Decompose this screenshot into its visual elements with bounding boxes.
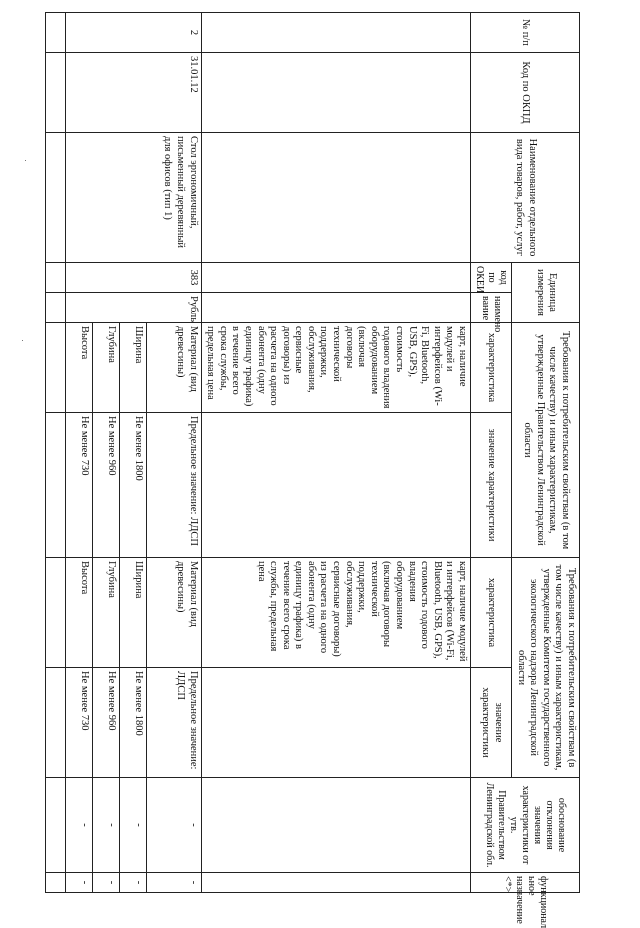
col-req-comm: Требования к потребительским свойствам (в том числе качеству) и иным характеристикам, утвержденные Комитетом государственного экологического надзора Ленинградской области (512, 558, 580, 778)
col-comm-val: значение характеристики (471, 668, 512, 778)
item-gov-char: Высота (65, 323, 92, 413)
row-num: 2 (65, 13, 201, 53)
item-just: - (92, 778, 119, 873)
requirements-table (45, 12, 580, 928)
item-gov-char: Глубина (92, 323, 119, 413)
item-comm-val: Предельное значение: ЛДСП (146, 668, 201, 778)
item-just: - (146, 778, 201, 873)
item-gov-val: Предельное значение: ЛДСП (146, 413, 201, 558)
item-gov-char: Материал (вид древесины) (146, 323, 201, 413)
item-gov-val: Не менее 730 (65, 413, 92, 558)
col-comm-char: характеристика (471, 558, 512, 668)
col-justification: обоснование отклонения значения характеристики от утв. Правительством Ленинградской обл. (471, 778, 580, 873)
item-gov-char: Ширина (119, 323, 146, 413)
item-purp: - (65, 873, 92, 893)
col-unit-name: наимено вание (471, 293, 512, 323)
item-purp: - (119, 873, 146, 893)
scan-speck (22, 340, 23, 341)
item-just: - (65, 778, 92, 873)
col-req-gov: Требования к потребительским свойствам (в том числе качеству) и иным характеристикам, утвержденные Правительством Ленинградской области (512, 323, 580, 558)
row-name: Стол эргономичный, письменный деревянный для офисов (тип 1) (65, 133, 201, 263)
col-num: № п/п (471, 13, 580, 53)
col-gov-val: значение характеристики (471, 413, 512, 558)
item-comm-char: Глубина (92, 558, 119, 668)
col-okpd: Код по ОКПД (471, 53, 580, 133)
carry-row (201, 13, 470, 893)
carry-gov-char: карт, наличие модулей и интерфейсов (Wi-Fi, Bluetooth, USB, GPS), стоимость годового владения оборудованием (включая договоры технической поддержки, обслуживания, сервисные договоры) из расчета на одного абонента (одну единицу трафика) в течение всего срока службы, предельная цена (201, 323, 470, 413)
col-name: Наименование отдельного вида товаров, работ, услуг (471, 133, 580, 263)
item-purp: - (146, 873, 201, 893)
col-unit: Единица измерения (512, 263, 580, 323)
table-row (146, 13, 201, 893)
carry-comm-char: карт, наличие модулей и интерфейсов (Wi-Fi, Bluetooth, USB, GPS), стоимость годового владения оборудованием (включая договоры технической поддержки, обслуживания, сервисные договоры) из расчета на одного абонента (одну единицу трафика) в течение всего срока службы, предельная цена (201, 558, 470, 668)
item-just: - (119, 778, 146, 873)
col-gov-char: характеристика (471, 323, 512, 413)
rotated-sheet (45, 12, 580, 928)
scan-speck (25, 160, 26, 161)
filler-row (46, 13, 66, 893)
row-unit: Рубль (65, 293, 201, 323)
item-comm-val: Не менее 730 (65, 668, 92, 778)
item-comm-char: Высота (65, 558, 92, 668)
row-okei: 383 (65, 263, 201, 293)
header-row-1 (512, 13, 580, 893)
item-purp: - (92, 873, 119, 893)
item-gov-val: Не менее 1800 (119, 413, 146, 558)
item-gov-val: Не менее 960 (92, 413, 119, 558)
col-unit-okei: код по ОКЕИ (471, 263, 512, 293)
item-comm-char: Ширина (119, 558, 146, 668)
item-comm-val: Не менее 1800 (119, 668, 146, 778)
col-purpose: функционал ьное назначение <*> (471, 873, 580, 893)
item-comm-val: Не менее 960 (92, 668, 119, 778)
item-comm-char: Материал (вид древесины) (146, 558, 201, 668)
row-okpd: 31.01.12 (65, 53, 201, 133)
